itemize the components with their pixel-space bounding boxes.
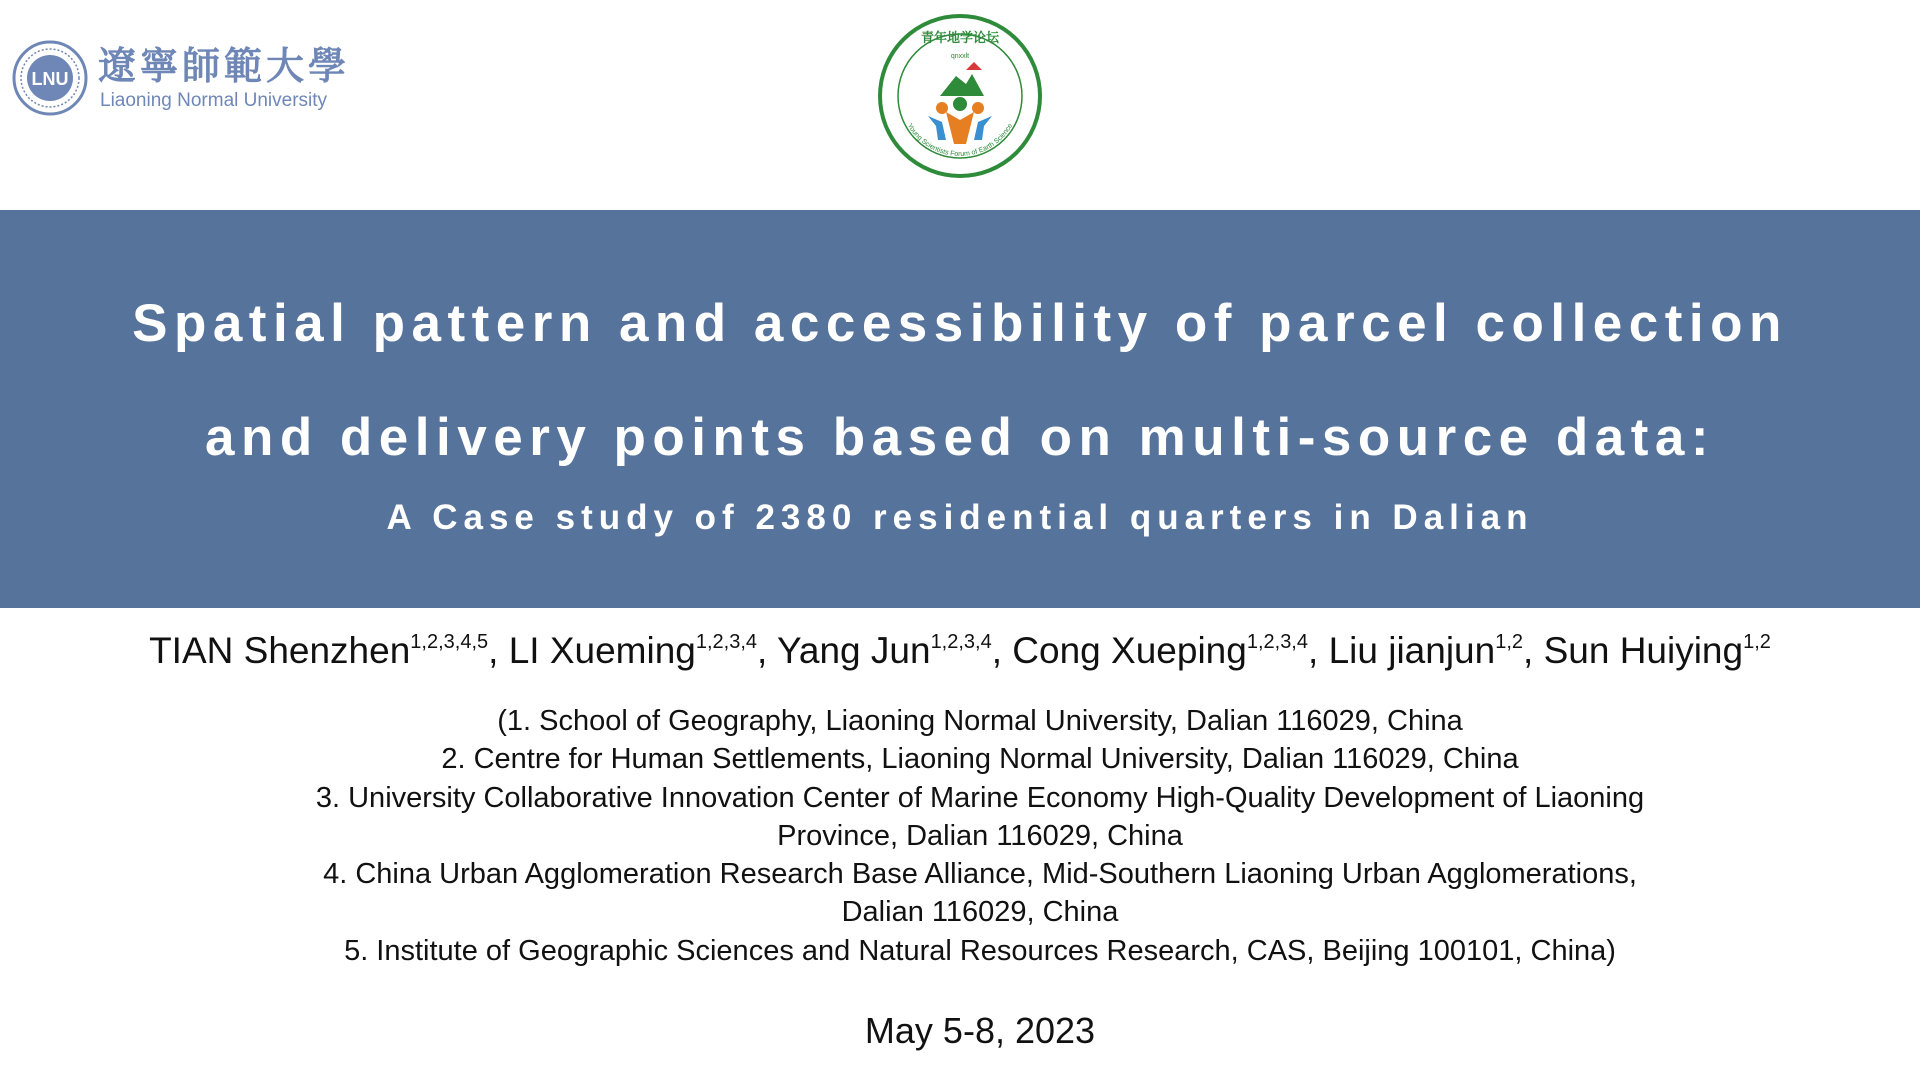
forum-logo-subtitle: qnxxlt	[950, 53, 970, 60]
author-name: Cong Xueping	[1012, 630, 1247, 671]
author-separator: ,	[991, 630, 1013, 671]
author-separator: ,	[1523, 630, 1544, 671]
figure-head-center	[953, 97, 967, 111]
university-name-cn: 遼寧師範大學	[98, 43, 351, 88]
author-name: LI Xueming	[508, 630, 696, 671]
author-affiliation-numbers: 1,2	[1743, 631, 1771, 653]
conference-date: May 5-8, 2023	[864, 1010, 1096, 1051]
author-name: Yang Jun	[776, 630, 931, 671]
affiliation-list	[0, 702, 1920, 970]
university-emblem-icon	[12, 40, 88, 116]
author-name: Liu jianjun	[1328, 630, 1496, 671]
forum-logo-ring-text: Young Scientists Forum of Earth Science	[905, 122, 1015, 159]
author-list	[0, 630, 1920, 672]
author-affiliation-numbers: 1,2,3,4,5	[410, 631, 489, 653]
subtitle: A Case study of 2380 residential quarters in Dalian	[386, 498, 1534, 537]
title-line-2: and delivery points based on multi-source data:	[204, 408, 1715, 467]
university-logo	[12, 40, 350, 116]
figure-head-right	[972, 102, 984, 114]
affiliation-line: 2. Centre for Human Settlements, Liaoning Normal University, Dalian 116029, China	[441, 743, 1519, 776]
author-affiliation-numbers: 1,2,3,4	[930, 631, 992, 653]
affiliation-line: Province, Dalian 116029, China	[777, 819, 1183, 852]
author-affiliation-numbers: 1,2	[1495, 631, 1524, 653]
affiliation-line: 3. University Collaborative Innovation Center of Marine Economy High-Quality Development of Liaoning	[315, 781, 1645, 814]
author-separator: ,	[488, 630, 509, 671]
emblem-monogram: LNU	[31, 69, 69, 89]
title-line-1: Spatial pattern and accessibility of parcel collection	[132, 294, 1788, 353]
author-name: Sun Huiying	[1543, 630, 1744, 671]
title-band	[0, 210, 1920, 608]
author-name: TIAN Shenzhen	[149, 630, 411, 671]
author-affiliation-numbers: 1,2,3,4	[695, 631, 758, 653]
forum-logo-icon	[876, 12, 1044, 180]
university-name-en: Liaoning Normal University	[100, 90, 328, 111]
forum-logo-title: 青年地学论坛	[920, 31, 1000, 46]
affiliation-line: 4. China Urban Agglomeration Research Base Alliance, Mid-Southern Liaoning Urban Agglomerations,	[323, 858, 1637, 891]
affiliation-line: (1. School of Geography, Liaoning Normal University, Dalian 116029, China	[497, 705, 1463, 737]
author-separator: ,	[757, 630, 777, 671]
author-separator: ,	[1308, 630, 1329, 671]
affiliation-line: Dalian 116029, China	[841, 896, 1119, 929]
author-affiliation-numbers: 1,2,3,4	[1246, 631, 1308, 653]
affiliation-line: 5. Institute of Geographic Sciences and Natural Resources Research, CAS, Beijing 100101, China)	[344, 934, 1616, 967]
